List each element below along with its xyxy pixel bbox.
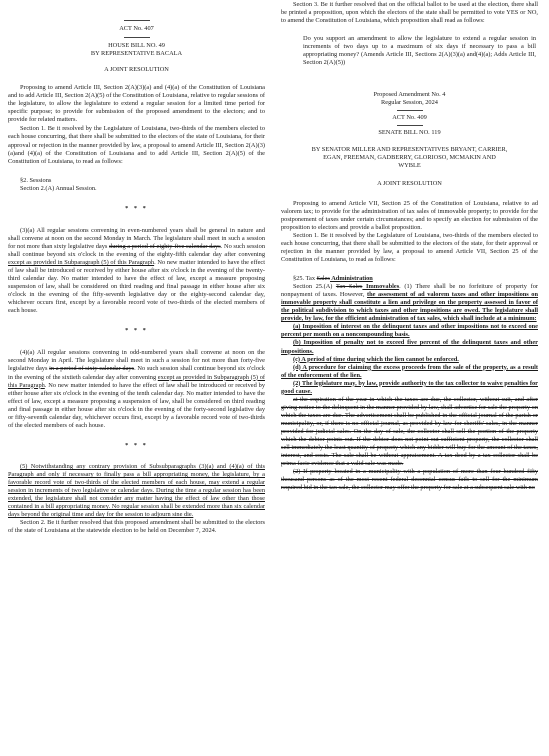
- sponsors-line-1: BY SENATOR MILLER AND REPRESENTATIVES BRYANT, CARRIER,: [311, 145, 508, 153]
- heading-text: §25. Tax: [293, 275, 317, 283]
- item-c: (c) A period of time during which the lien cannot be enforced.: [293, 355, 459, 363]
- section-1: Section 1. Be it resolved by the Legislature of Louisiana, two-thirds of the members elected to each house concurring, that there shall be submitted to the electors of the state of Louisiana, for their approval or rejection in the manner provided by law, a proposal to amend Article III, Section 2(A)(3)(a)and (4)(a) of the Constitution of Louisiana and to add Article III, Section 2(A)(5) of the Constitution of Louisiana, to read as follows:: [8, 125, 265, 165]
- struck-text: in a period of sixty calendar days: [49, 365, 135, 373]
- underlined-text: except as provided in Subparagraph (5) of this Paragraph: [8, 373, 265, 389]
- right-column: [281, 0, 538, 756]
- divider: [397, 110, 423, 111]
- act-number-409: ACT No. 409: [392, 114, 427, 122]
- section-25-heading: [281, 275, 538, 283]
- paragraph-4a: [8, 349, 265, 429]
- bill-title: HOUSE BILL NO. 49: [108, 42, 165, 50]
- omission-stars: * * *: [125, 204, 148, 212]
- struck-paragraph-1: at the expiration of the year in which the taxes are due, the collector, without suit, and after giving notice to the delinquent in the manner provided by law, shall advertise for sale the property on which the taxes are due. The advertisement shall be published in the official journal of the parish or municipality, or, if there is no official journal, as provided by law for sheriffs' sales, in the manner provided for judicial sales. On the day of sale, the collector shall sell the portion of the property which the debtor points out. If the debtor does not point out sufficient property, the collector shall sell immediately the least quantity of property which any bidder will buy for the amount of the taxes, interest, and costs. The sale shall be without appraisement. A tax deed by a tax collector shall be prima facie evidence that a valid sale was made.: [281, 395, 538, 468]
- resolution-heading: A JOINT RESOLUTION: [104, 66, 169, 74]
- item-b: (b) Imposition of penalty not to exceed five percent of the delinquent taxes and other impositions.: [281, 339, 538, 355]
- left-column: [8, 0, 265, 756]
- struck-paragraph-2: (2) If property located in a municipality with a population of more than four hundred fifty thousand persons as of the most recent federal decennial census fails to sell for the minimum required bid in the tax sale, the collector may offer the property for sale at a subsequent sale with no: [281, 468, 538, 492]
- struck-text: during a period of eighty-five calendar days: [109, 242, 221, 250]
- paragraph-4a-text: (4)(a) All regular sessions convening in odd-numbered years shall convene at noon on the second Monday in April. The legislature shall meet in such a session for not more than forty-five legislative days: [8, 349, 265, 373]
- section-1: Section 1. Be it resolved by the Legislature of Louisiana, two-thirds of the members elected to each house concurring, that there shall be submitted to the electors of the state, for their approval or rejection in the manner provided by law, a proposal to amend Article VII, Section 25 of the Constitution of Louisiana, to read as follows:: [281, 231, 538, 264]
- preamble: Proposing to amend Article VII, Section 25 of the Constitution of Louisiana, relative to ad valorem tax; to provide for the administration of tax sales of immovable property; to provide for the postponement of taxes under certain circumstances; and to specify an election for submission of the proposition to electors and provide a ballot proposition.: [281, 199, 538, 231]
- section-25-body: [281, 283, 538, 323]
- bill-sponsor: BY REPRESENTATIVE BACALA: [90, 50, 183, 58]
- underlined-text: Immovables: [362, 283, 400, 291]
- paragraph-3a: [8, 227, 265, 316]
- senate-bill-title: SENATE BILL NO. 119: [378, 129, 441, 137]
- omission-stars: * * *: [125, 441, 148, 449]
- resolution-heading: A JOINT RESOLUTION: [377, 179, 442, 187]
- underlined-text: Administration: [329, 275, 373, 283]
- underlined-text: except as provided in Subparagraph (5) of this Paragraph: [8, 258, 155, 266]
- section-2: Section 2. Be it further resolved that this proposed amendment shall be submitted to the electors of the state of Louisiana at the statewide election to be held on December 7, 2024.: [8, 519, 265, 535]
- divider: [124, 20, 150, 21]
- divider: [397, 125, 423, 126]
- regular-session: Regular Session, 2024: [381, 99, 438, 107]
- body-text: Section 25.(A): [293, 283, 336, 291]
- paragraph-3a-text: . No new matter intended to have the effect of law shall be introduced or received by either house after six o'clock in the evening of the twenty-third calendar day. No matter intended to have the effect of law, except a measure proposing suspension of law, shall be considered on third reading and final passage in either house after six o'clock in the evening of the fifty-seventh legislative day or the eighty-second calendar day, whichever occurs first, except by a favorable record vote of two-thirds of the elected members of each house.: [8, 258, 265, 315]
- underlined-bold-text: the assessment of ad valorem taxes and other impositions on immovable property shall constitute a lien and privilege on the property assessed in favor of the political subdivision to which taxes and other impositions are owed. The legislature shall provide, by law, for the efficient administration of tax sales, which shall include at a minimum:: [281, 291, 538, 323]
- proposed-amendment: Proposed Amendment No. 4: [373, 91, 446, 99]
- sessions-heading: §2. Sessions: [20, 176, 52, 184]
- paragraph-4a-text: . No new matter intended to have the effect of law shall be introduced or received by either house after six o'clock in the evening of the tenth calendar day. No matter intended to have the effect of law, except a measure proposing a suspension of law, shall be considered on third reading and final passage in either house after six o'clock in the evening of the forty-second legislative day or fifty-seventh calendar day, whichever occurs first, except by a favorable record vote of two-thirds of the elected members of each house.: [8, 381, 265, 429]
- sponsors-line-2: EGAN, FREEMAN, GADBERRY, GLORIOSO, MCMAKIN AND: [323, 153, 496, 161]
- divider: [124, 37, 150, 38]
- paragraph-3a-text: . No such session shall continue beyond six o'clock in the evening of the eighty-fifth calendar day after convening: [8, 242, 265, 258]
- act-number: ACT No. 407: [119, 25, 154, 32]
- ballot-question: Do you support an amendment to allow the legislature to extend a regular session in increments of two days up to a maximum of six days if necessary to pass a bill appropriating money? (Amends Article III, Sections 2(A)(3)(a) and(4)(a); Adds Article III, Section 2(A)(5)): [303, 35, 536, 67]
- item-a: (a) Imposition of interest on the delinquent taxes and other impositions not to exceed one percent per month on a noncompounding basis.: [281, 323, 538, 339]
- item-d: (d) A procedure for claiming the excess proceeds from the sale of the property, as a result of the enforcement of the lien.: [281, 363, 538, 379]
- item-2: (2) The legislature may, by law, provide authority to the tax collector to waive penalties for good cause.: [281, 379, 538, 395]
- annual-session-heading: Section 2.(A) Annual Session.: [20, 184, 97, 192]
- struck-text: Tax Sales: [335, 283, 363, 291]
- struck-text: Sales: [316, 275, 330, 283]
- paragraph-3a-text: (3)(a) All regular sessions convening in even-numbered years shall be general in nature and shall convene at noon on the second Monday in March. The legislature shall meet in such a session for not more than sixty legislative days: [8, 226, 265, 250]
- body-text: . (1) There shall be no forfeiture of property for nonpayment of taxes. However,: [281, 283, 538, 299]
- paragraph-4a-text: . No such session shall continue beyond six o'clock in the evening of the sixtieth calendar day after convening: [8, 365, 265, 381]
- sponsors-line-3: WYBLE: [398, 161, 421, 169]
- paragraph-5: (5) Notwithstanding any contrary provision of Subsubparagraphs (3)(a) and (4)(a) of this Paragraph and only if necessary to finally pass a bill appropriating money, the legislature, by a favorable record vote of two-thirds of the elected members of each house, may extend a regular session in increments of two legislative or calendar days. During the time a regular session has been extended, the legislature shall not consider any matter having the effect of law other than those contained in a bill appropriating money. No regular session shall be extended more than six calendar days beyond the original time and day for the session to adjourn sine die.: [8, 462, 265, 519]
- section-3: Section 3. Be it further resolved that on the official ballot to be used at the election, there shall be printed a proposition, upon which the electors of the state shall be permitted to vote YES or NO, to amend the Constitution of Louisiana, which proposition shall read as follows:: [281, 1, 538, 25]
- preamble: Proposing to amend Article III, Section 2(A)(3)(a) and (4)(a) of the Constitution of Louisiana and to add Article III, Section 2(A)(5) of the Constitution of Louisiana, relative to regular sessions of the legislature, to allow the legislature to extend a regular session for a limited time period for specific purpose; to provide for submission of the proposed amendment to the electors; and to provide for related matters.: [8, 84, 265, 124]
- omission-stars: * * *: [125, 327, 148, 335]
